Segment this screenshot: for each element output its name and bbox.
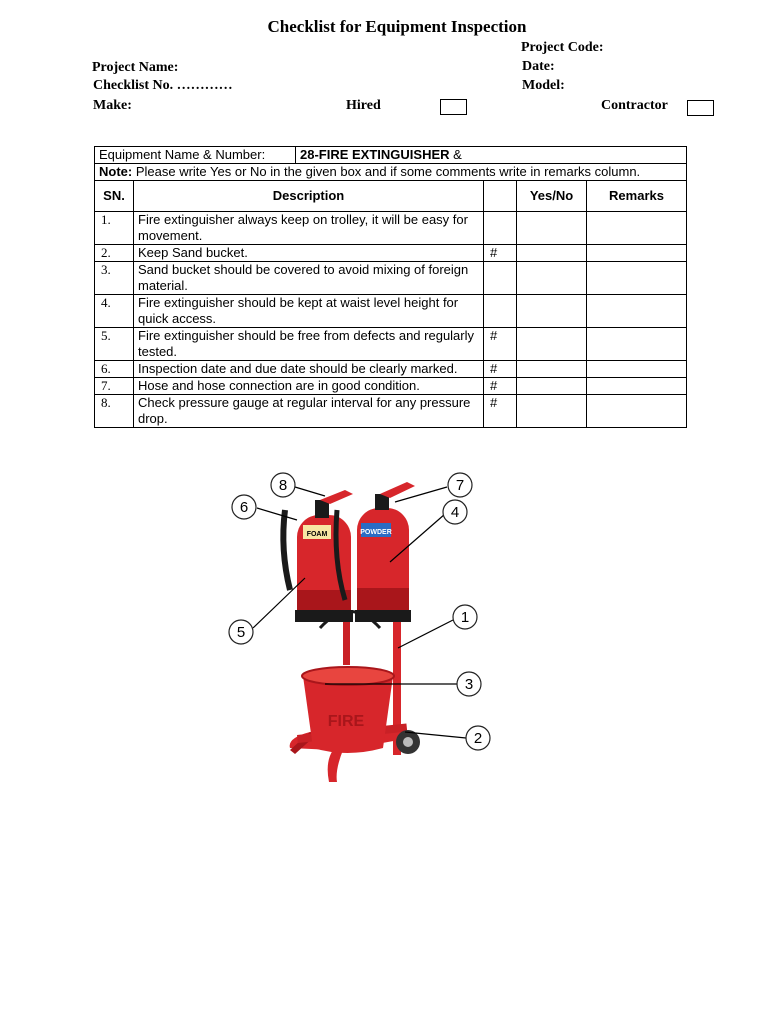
table-row xyxy=(95,245,687,262)
date-label: Date: xyxy=(522,59,555,74)
callout-6 xyxy=(232,495,256,519)
inspection-table xyxy=(94,146,687,428)
table-row xyxy=(95,378,687,395)
header-yes-no: Yes/No xyxy=(517,181,587,212)
svg-text:3: 3 xyxy=(464,676,474,693)
row-yes-no-cell[interactable] xyxy=(517,245,587,262)
header-sn: SN. xyxy=(95,181,134,212)
fire-extinguisher-trolley-figure xyxy=(225,470,505,790)
hired-label: Hired xyxy=(346,98,381,113)
row-description: Keep Sand bucket. xyxy=(134,245,484,262)
row-sn: 5. xyxy=(95,328,134,361)
row-mark: # xyxy=(484,328,517,361)
row-sn: 7. xyxy=(95,378,134,395)
equipment-label: Equipment Name & Number: xyxy=(95,147,296,164)
equipment-row xyxy=(95,147,687,164)
document-title: Checklist for Equipment Inspection xyxy=(267,17,527,36)
row-yes-no-cell[interactable] xyxy=(517,295,587,328)
note-label: Note: xyxy=(99,164,133,179)
bucket-fire-text: FIRE xyxy=(327,713,365,730)
row-mark: # xyxy=(484,378,517,395)
contractor-checkbox[interactable] xyxy=(687,100,714,116)
svg-text:5: 5 xyxy=(236,624,246,641)
row-mark: # xyxy=(484,361,517,378)
row-yes-no-cell[interactable] xyxy=(517,395,587,428)
table-row xyxy=(95,295,687,328)
callout-3 xyxy=(457,672,481,696)
project-code-label: Project Code: xyxy=(521,40,604,55)
row-sn: 4. xyxy=(95,295,134,328)
table-row xyxy=(95,328,687,361)
row-yes-no-cell[interactable] xyxy=(517,361,587,378)
row-description: Sand bucket should be covered to avoid mixing of foreign material. xyxy=(134,262,484,295)
row-description: Hose and hose connection are in good condition. xyxy=(134,378,484,395)
row-yes-no-cell[interactable] xyxy=(517,212,587,245)
contractor-label: Contractor xyxy=(601,98,668,113)
svg-text:4: 4 xyxy=(450,504,460,521)
note-cell xyxy=(95,164,687,181)
row-remarks-cell[interactable] xyxy=(587,328,687,361)
row-yes-no-cell[interactable] xyxy=(517,378,587,395)
trolley-illustration xyxy=(225,470,505,790)
hired-checkbox[interactable] xyxy=(440,99,467,115)
row-description: Inspection date and due date should be clearly marked. xyxy=(134,361,484,378)
callout-2 xyxy=(466,726,490,750)
table-header-row xyxy=(95,181,687,212)
callout-4 xyxy=(443,500,467,524)
svg-text:1: 1 xyxy=(460,609,470,626)
note-text: Please write Yes or No in the given box and if some comments write in remarks column. xyxy=(132,164,641,179)
row-mark xyxy=(484,295,517,328)
header-blank xyxy=(484,181,517,212)
header-remarks: Remarks xyxy=(587,181,687,212)
callout-8 xyxy=(271,473,295,497)
table-row xyxy=(95,262,687,295)
row-mark: # xyxy=(484,395,517,428)
callout-1 xyxy=(453,605,477,629)
checklist-rows xyxy=(95,212,687,428)
svg-text:7: 7 xyxy=(455,477,465,494)
callout-7 xyxy=(448,473,472,497)
equipment-value: 28-FIRE EXTINGUISHER xyxy=(300,147,450,162)
row-description: Fire extinguisher should be free from defects and regularly tested. xyxy=(134,328,484,361)
equipment-suffix: & xyxy=(449,147,462,162)
powder-label: POWDER xyxy=(360,529,392,536)
row-sn: 8. xyxy=(95,395,134,428)
row-mark xyxy=(484,262,517,295)
svg-text:8: 8 xyxy=(278,477,288,494)
row-description: Fire extinguisher should be kept at waist level height for quick access. xyxy=(134,295,484,328)
row-remarks-cell[interactable] xyxy=(587,212,687,245)
row-yes-no-cell[interactable] xyxy=(517,262,587,295)
equipment-value-cell xyxy=(296,147,687,164)
make-label: Make: xyxy=(93,98,132,113)
foam-label: FOAM xyxy=(306,531,328,538)
table-row xyxy=(95,361,687,378)
row-description: Fire extinguisher always keep on trolley, it will be easy for movement. xyxy=(134,212,484,245)
svg-text:2: 2 xyxy=(473,730,483,747)
svg-text:6: 6 xyxy=(239,499,249,516)
row-remarks-cell[interactable] xyxy=(587,361,687,378)
note-row xyxy=(95,164,687,181)
row-sn: 3. xyxy=(95,262,134,295)
row-remarks-cell[interactable] xyxy=(587,262,687,295)
project-name-label: Project Name: xyxy=(92,60,179,75)
row-remarks-cell[interactable] xyxy=(587,295,687,328)
row-yes-no-cell[interactable] xyxy=(517,328,587,361)
row-remarks-cell[interactable] xyxy=(587,378,687,395)
row-remarks-cell[interactable] xyxy=(587,245,687,262)
checklist-number-label: Checklist No. ………… xyxy=(93,78,233,93)
model-label: Model: xyxy=(522,78,565,93)
row-remarks-cell[interactable] xyxy=(587,395,687,428)
row-sn: 6. xyxy=(95,361,134,378)
header-description: Description xyxy=(134,181,484,212)
table-row xyxy=(95,395,687,428)
callout-5 xyxy=(229,620,253,644)
row-sn: 1. xyxy=(95,212,134,245)
row-mark xyxy=(484,212,517,245)
row-mark: # xyxy=(484,245,517,262)
table-row xyxy=(95,212,687,245)
row-sn: 2. xyxy=(95,245,134,262)
foam-extinguisher xyxy=(283,490,353,622)
row-description: Check pressure gauge at regular interval for any pressure drop. xyxy=(134,395,484,428)
